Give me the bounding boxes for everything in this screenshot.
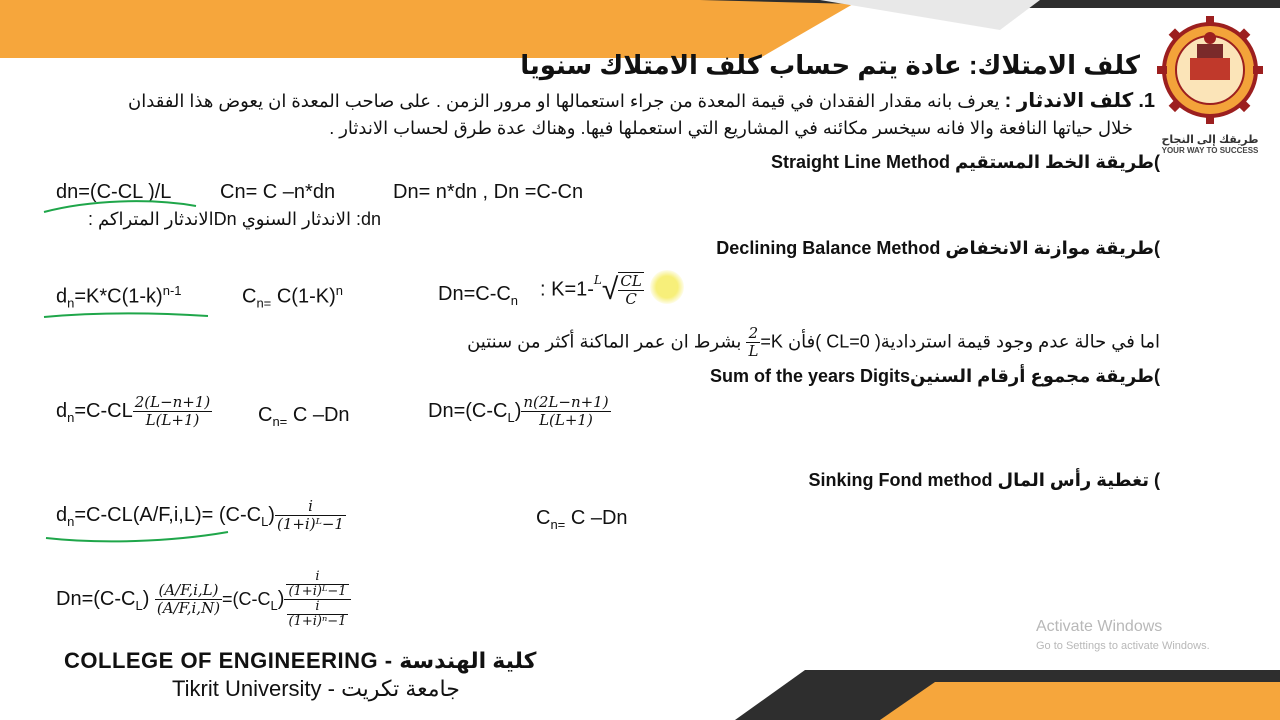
db-formula-k <box>540 272 644 308</box>
university-logo <box>1155 8 1265 158</box>
sl-formula-dn-total: Dn= n*dn , Dn =C-Cn <box>393 181 584 203</box>
db-k-radical-icon: √ <box>601 273 619 306</box>
footer-college: COLLEGE OF ENGINEERING - كلية الهندسة <box>64 648 537 673</box>
db-d-sup: n-1 <box>162 283 182 298</box>
sf-inner-num-den: (1+i)ᴸ−1 <box>288 584 347 599</box>
db-dn: Dn=C-C <box>438 283 511 305</box>
logo-tagline-en: YOUR WAY TO SUCCESS <box>1161 146 1259 155</box>
db-c: C <box>242 285 257 308</box>
syd-c: C <box>258 404 273 426</box>
declining-heading: )طريقة موازنة الانخفاض Declining Balance Method <box>716 238 1160 258</box>
sf-d-den: (1+i)ᴸ−1 <box>276 515 344 533</box>
sl-formula-cn: Cn= C –n*dn <box>220 181 336 203</box>
db-formula-cn <box>242 283 343 311</box>
sf-dn-eq: =(C-C <box>222 589 271 609</box>
definition-text: يعرف بانه مقدار الفقدان في قيمة المعدة من جراء استعمالها او مرور الزمن . على صاحب المعدة ان يعوض هذا الفقدان <box>128 91 1000 111</box>
db-formula-dn <box>56 283 182 311</box>
db-c-sub: n= <box>256 295 272 311</box>
sl-formula-dn: dn=(C-CL )/L <box>56 181 172 203</box>
db-note-a: اما في حالة عدم وجود قيمة استردادية( CL=0 )فأن <box>787 331 1160 352</box>
sf-dn-close: ) <box>142 588 150 610</box>
syd-d: d <box>56 399 68 422</box>
logo-tagline-ar: طريقك إلى النجاح <box>1161 134 1259 146</box>
sf-d-body: =C-CL(A/F,i,L)= (C-C <box>74 503 262 526</box>
page-title: كلف الامتلاك: عادة يتم حساب كلف الامتلاك سنويا <box>520 50 1140 80</box>
sinking-heading: ) تغطية رأس المال Sinking Fond method <box>808 470 1160 490</box>
sum-years-heading: )طريقة مجموع أرقام السنينSum of the years Digits <box>709 366 1160 386</box>
paragraph-line-1 <box>75 88 1155 115</box>
section-number: 1. <box>1138 90 1155 112</box>
cursor-pointer <box>650 270 684 304</box>
straight-line-heading: )طريقة الخط المستقيم Straight Line Method <box>770 152 1160 172</box>
sf-dn-inner-num-frac <box>286 570 348 599</box>
paragraph-line-2: خلال حياتها النافعة والا فانه سيخسر مكائنه في المشاريع التي استعملها فيها. وهناك عدة طرق لحساب الاندثار . <box>329 118 1133 138</box>
syd-d-body: =C-CL <box>74 399 133 422</box>
syd-dn-num: n(2L−n+1) <box>523 393 609 411</box>
sf-d-sub2: L <box>261 513 269 529</box>
sf-c-body: C –Dn <box>565 507 628 529</box>
activate-windows-title: Activate Windows <box>1036 618 1163 635</box>
syd-formula-cn <box>258 404 350 429</box>
sf-dn-inner-den-frac <box>287 600 349 629</box>
sf-dn-den: (A/F,i,N) <box>156 599 221 617</box>
db-note-den: L <box>748 342 759 360</box>
sf-dn: Dn=(C-C <box>56 588 136 610</box>
activate-windows-subtitle: Go to Settings to activate Windows. <box>1036 640 1210 652</box>
db-k-label: : K=1- <box>540 278 594 301</box>
db-note-frac <box>746 325 760 360</box>
db-k-num: CL <box>620 272 642 290</box>
db-k-frac <box>618 272 643 308</box>
db-d-body: =K*C(1-k) <box>74 285 163 308</box>
syd-dn-den: L(L+1) <box>539 411 593 429</box>
syd-dn-frac <box>521 394 610 429</box>
sf-dn-compound-num <box>284 570 350 600</box>
syd-formula-dn <box>56 394 212 429</box>
depreciation-paragraph <box>75 88 1155 142</box>
sf-c: C <box>536 507 551 529</box>
syd-dn-close: ) <box>514 399 522 422</box>
db-k-root-index: L <box>593 273 602 287</box>
sf-d-sub: n <box>67 513 75 529</box>
sf-inner-den-num: i <box>287 600 349 615</box>
db-note-b: بشرط ان عمر الماكنة أكثر من سنتين <box>467 331 742 352</box>
sf-dn-close2: ) <box>277 588 285 610</box>
section-heading: كلف الاندثار : <box>1004 90 1134 112</box>
syd-dn-sub: L <box>507 409 515 425</box>
sf-formula-cn <box>536 507 628 532</box>
sf-d: d <box>56 503 68 526</box>
db-k-den: C <box>625 290 637 308</box>
db-note-num: 2 <box>746 325 760 343</box>
sf-dn-frac <box>155 582 222 617</box>
sf-d-close: ) <box>268 503 275 526</box>
db-note-k: K= <box>760 331 783 352</box>
syd-d-den: L(L+1) <box>145 411 200 429</box>
sf-d-frac <box>275 498 346 533</box>
sf-dn-compound-frac <box>284 570 350 629</box>
db-c-body: C(1-K) <box>271 285 336 308</box>
syd-dn: Dn=(C-C <box>428 399 508 422</box>
db-c-sup: n <box>335 283 343 298</box>
sf-dn-compound-den <box>284 600 350 629</box>
sf-formula-dn-total <box>56 570 351 629</box>
db-formula-dn-total <box>438 283 518 308</box>
db-dn-sub: n <box>510 293 519 308</box>
syd-d-num: 2(L−n+1) <box>134 393 211 411</box>
db-note <box>415 325 1160 360</box>
sf-dn-num: (A/F,i,L) <box>155 582 222 600</box>
syd-c-body: C –Dn <box>287 404 350 426</box>
sf-dn-sub: L <box>135 597 143 613</box>
sf-inner-num-num: i <box>286 570 348 585</box>
sf-inner-den-den: (1+i)ⁿ−1 <box>288 614 347 629</box>
sf-dn-sub2: L <box>270 597 278 613</box>
logo-gear-icon <box>1155 8 1265 126</box>
sf-d-num: i <box>275 498 346 516</box>
syd-d-sub: n <box>67 409 75 425</box>
sf-formula-dn <box>56 498 346 533</box>
db-d-sub: n <box>67 295 75 311</box>
syd-formula-dn-total <box>428 394 611 429</box>
db-d: d <box>56 285 68 308</box>
syd-d-frac <box>133 394 213 429</box>
footer-university: Tikrit University - جامعة تكريت <box>172 676 460 701</box>
sl-note: dn: الاندثار السنوي Dnالاندثار المتراكم : <box>87 209 381 229</box>
sf-c-sub: n= <box>550 517 566 532</box>
syd-c-sub: n= <box>272 414 288 429</box>
